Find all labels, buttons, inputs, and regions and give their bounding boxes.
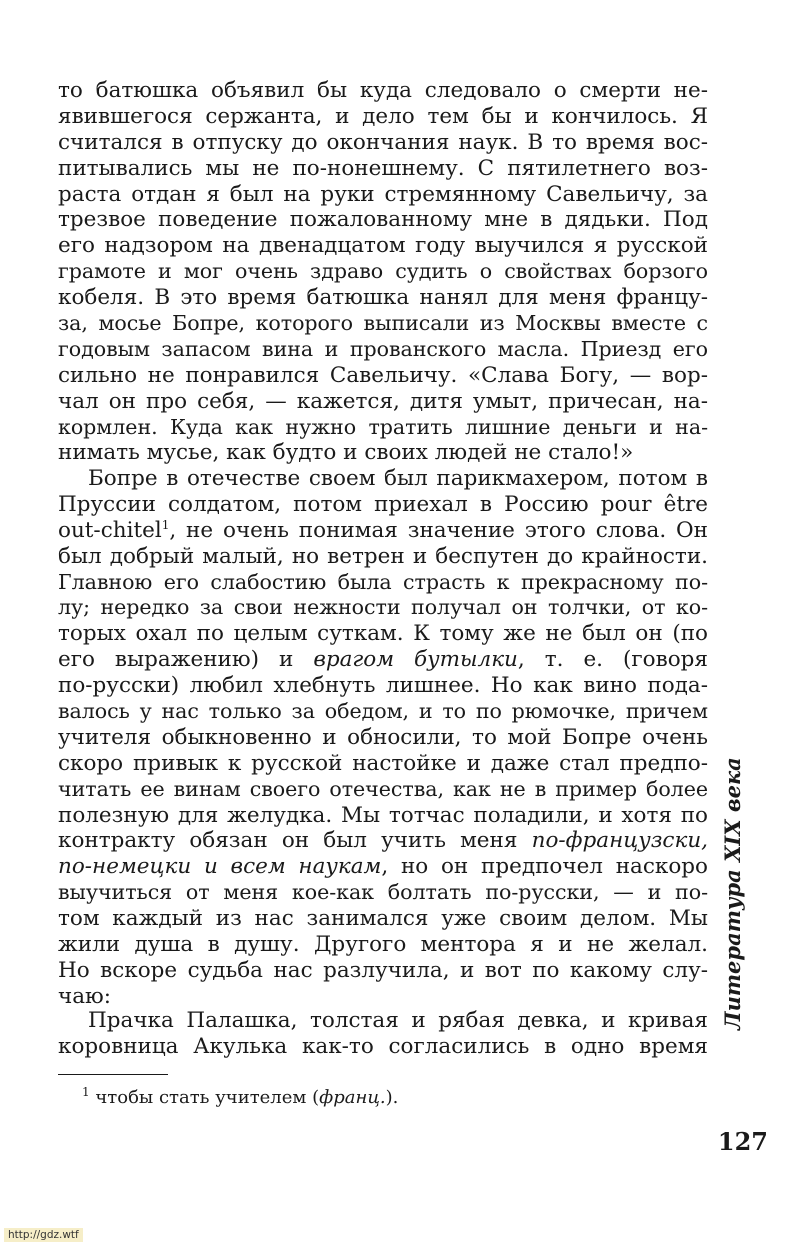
- text-run: контракту обязан он был учить меня: [58, 828, 518, 854]
- text-line: по-русски) любил хлебнуть лишнее. Но как вино пода-: [58, 673, 708, 699]
- text-line: [58, 647, 708, 673]
- text-line: явившегося сержанта, и дело тем бы и кончилось. Я: [58, 103, 708, 129]
- text-run: , т. е. (говоря: [517, 647, 708, 673]
- text-line: за, мосье Бопре, которого выписали из Москвы вместе с: [58, 311, 708, 336]
- text-line: кобеля. В это время батюшка нанял для меня францу-: [58, 285, 708, 311]
- italic-phrase: по-французски,: [531, 828, 708, 854]
- text-run: его выражению) и: [58, 647, 294, 673]
- text-line: то батюшка объявил бы куда следовало о смерти не-: [58, 78, 708, 103]
- text-line: [58, 854, 708, 880]
- text-line: его надзором на двенадцатом году выучился я русской: [58, 233, 708, 259]
- text-line: выучиться от меня кое-как болтать по-русски, — и по-: [58, 880, 708, 905]
- page-number: 127: [717, 1127, 768, 1156]
- footnote-end: ).: [385, 1087, 399, 1108]
- footnote-divider: [58, 1074, 168, 1075]
- text-line: скоро привык к русской настойке и даже стал предпо-: [58, 750, 708, 776]
- text-line: Но вскоре судьба нас разлучила, и вот по какому слу-: [58, 957, 708, 983]
- italic-phrase: врагом бутылки: [313, 647, 518, 673]
- section-side-label: Литература XIX века: [720, 757, 745, 1030]
- text-line: учителя обыкновенно и обносили, то мой Бопре очень: [58, 724, 708, 750]
- text-line: был добрый малый, но ветрен и беспутен до крайности.: [58, 543, 708, 569]
- text-line: считался в отпуску до окончания наук. В то время вос-: [58, 129, 708, 155]
- text-line: лу; нередко за свои нежности получал он толчки, от ко-: [58, 595, 708, 620]
- text-run: , но он предпочел наскоро: [381, 854, 708, 880]
- text-line: [58, 518, 708, 544]
- text-line: Главною его слабостию была страсть к прекрасному по-: [58, 569, 708, 594]
- text-line: торых охал по целым суткам. К тому же не был он (по: [58, 621, 708, 647]
- paragraph-1: [58, 78, 708, 466]
- paragraph-3: [58, 1008, 708, 1060]
- text-line: коровница Акулька как-то согласились в одно время: [58, 1033, 708, 1059]
- text-line: нимать мусье, как будто и своих людей не стало!»: [58, 440, 634, 466]
- text-line: Бопре в отечестве своем был парикмахером, потом в: [88, 466, 708, 491]
- italic-phrase: по-немецки и всем наукам: [58, 854, 382, 880]
- footnote-text: чтобы стать учителем (: [95, 1087, 320, 1108]
- text-line: питывались мы не по-нонешнему. С пятилетнего воз-: [58, 155, 708, 181]
- text-line: [58, 828, 708, 854]
- text-line: чаю:: [58, 983, 111, 1009]
- paragraph-2: [58, 466, 708, 1010]
- footnote-italic: франц.: [319, 1087, 386, 1108]
- text-line: сильно не понравился Савельичу. «Слава Богу, — вор-: [58, 362, 708, 388]
- text-line: трезвое поведение пожалованному мне в дядьки. Под: [58, 207, 708, 233]
- text-line: читать ее винам своего отечества, как не в пример более: [58, 776, 708, 801]
- text-line: чал он про себя, — кажется, дитя умыт, причесан, на-: [58, 388, 708, 414]
- text-line: кормлен. Куда как нужно тратить лишние деньги и на-: [58, 414, 708, 439]
- text-line: Пруссии солдатом, потом приехал в Россию pour être: [58, 491, 708, 517]
- text-line: жили душа в душу. Другого ментора я и не желал.: [58, 932, 708, 958]
- text-line: годовым запасом вина и прованского масла. Приезд его: [58, 336, 708, 361]
- footnote-marker: 1: [82, 1085, 90, 1099]
- text-run: out-chitel: [58, 517, 162, 543]
- text-line: грамоте и мог очень здраво судить о свойствах борзого: [58, 259, 708, 284]
- footnote-reference: 1: [161, 517, 170, 532]
- text-run: , не очень понимая значение этого слова. Он: [169, 517, 708, 543]
- text-line: Прачка Палашка, толстая и рябая девка, и кривая: [88, 1008, 708, 1033]
- text-line: полезную для желудка. Мы тотчас поладили, и хотя по: [58, 802, 708, 828]
- text-line: раста отдан я был на руки стремянному Савельичу, за: [58, 181, 708, 207]
- footnote: [82, 1086, 398, 1110]
- watermark-label: http://gdz.wtf: [4, 1228, 83, 1242]
- text-line: том каждый из нас занимался уже своим делом. Мы: [58, 906, 708, 932]
- text-line: валось у нас только за обедом, и то по рюмочке, причем: [58, 699, 708, 724]
